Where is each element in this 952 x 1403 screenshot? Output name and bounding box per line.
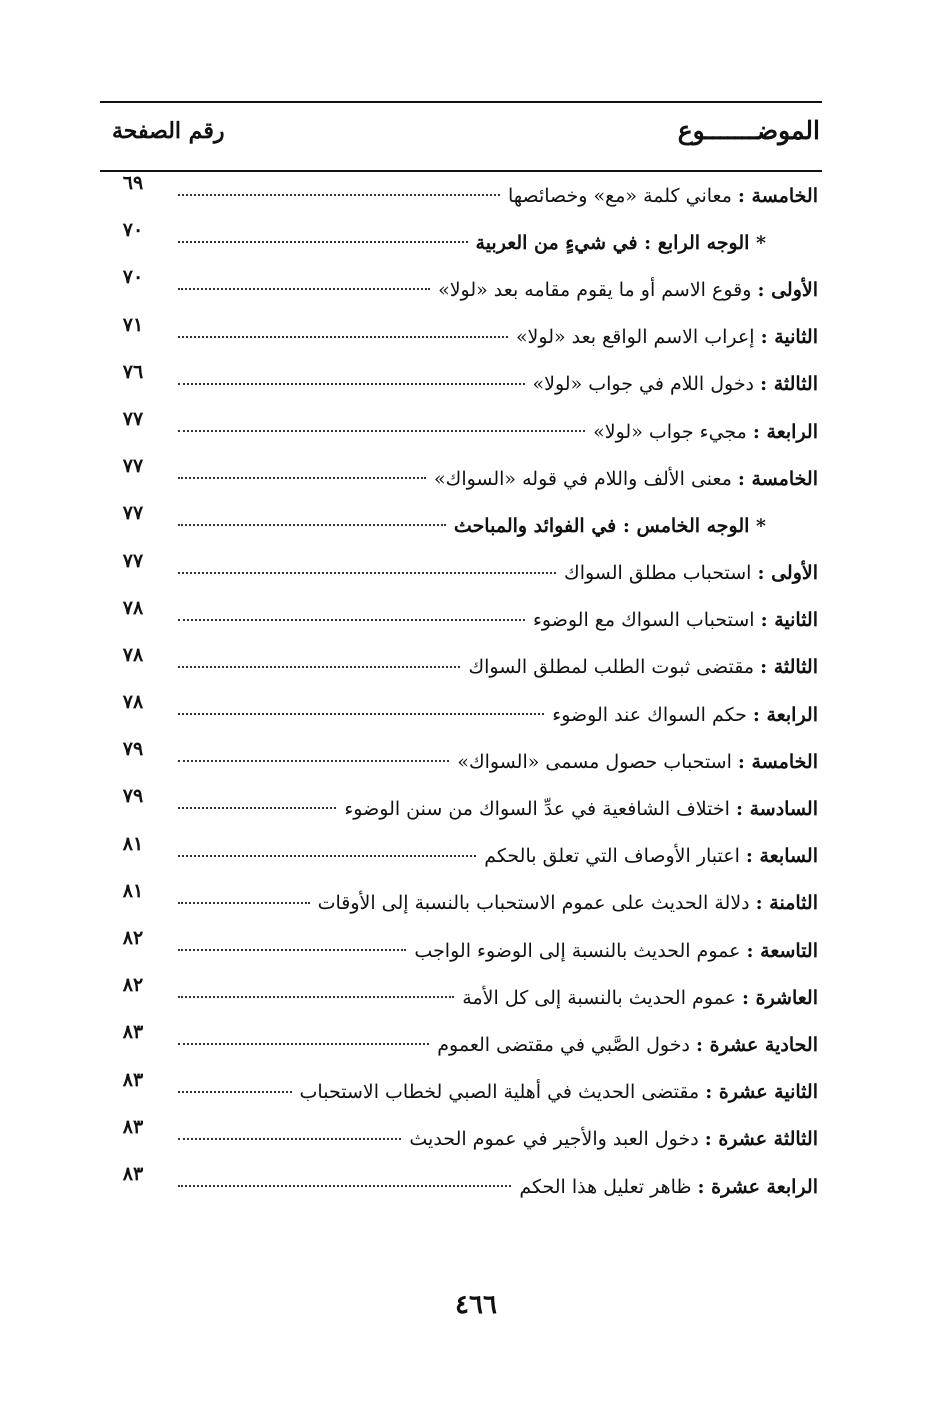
toc-entry-text: في شيءٍ من العربية bbox=[475, 231, 645, 254]
toc-entry-ordinal: الرابعة : bbox=[752, 703, 818, 726]
dot-leader bbox=[178, 361, 525, 385]
topic-column-heading: الموضـــــــوع bbox=[677, 116, 820, 145]
toc-entry-title bbox=[484, 845, 822, 867]
toc-entry bbox=[100, 880, 822, 927]
toc-entry-text: اختلاف الشافعية في عدِّ السواك من سنن الوضوء bbox=[344, 798, 736, 821]
toc-entry-title bbox=[344, 798, 822, 820]
toc-entry-text: استحباب حصول مسمى «السواك» bbox=[457, 750, 738, 773]
toc-entry-text: عموم الحديث بالنسبة إلى الوضوء الواجب bbox=[414, 939, 747, 962]
dot-leader bbox=[178, 266, 430, 290]
toc-page-number: ٧١ bbox=[122, 313, 144, 336]
toc-entry bbox=[100, 974, 822, 1021]
toc-entry-title bbox=[462, 987, 822, 1009]
toc-entry-title bbox=[508, 185, 822, 207]
dot-leader bbox=[178, 1021, 429, 1045]
toc-entry-title bbox=[533, 373, 822, 395]
toc-entry bbox=[100, 314, 822, 361]
dot-leader bbox=[178, 502, 446, 526]
toc-page-number: ٨٣ bbox=[122, 1162, 144, 1185]
toc-entry-title bbox=[438, 279, 822, 301]
toc-entry bbox=[100, 597, 822, 644]
toc-entry-text: استحباب السواك مع الوضوء bbox=[532, 609, 761, 632]
toc-entry-title bbox=[476, 232, 822, 254]
toc-page-number: ٧٨ bbox=[122, 643, 144, 666]
toc-page-number: ٧٧ bbox=[122, 502, 144, 525]
toc-entry-ordinal: الأولى : bbox=[757, 562, 818, 585]
toc-entry-ordinal: الخامسة : bbox=[737, 467, 818, 490]
toc-page-number: ٧٨ bbox=[122, 691, 144, 714]
dot-leader bbox=[178, 880, 310, 904]
dot-leader bbox=[178, 314, 508, 338]
dot-leader bbox=[178, 219, 468, 243]
toc-entry-title bbox=[300, 1081, 822, 1103]
dot-leader bbox=[178, 833, 476, 857]
dot-leader bbox=[178, 172, 500, 196]
toc-entry bbox=[100, 455, 822, 502]
toc-entry bbox=[100, 691, 822, 738]
dot-leader bbox=[178, 1116, 401, 1140]
toc-page-number: ٧٨ bbox=[122, 596, 144, 619]
toc-entry-text: ظاهر تعليل هذا الحكم bbox=[519, 1175, 698, 1198]
toc-entry-title bbox=[437, 1034, 822, 1056]
toc-page-number: ٨٢ bbox=[122, 927, 144, 949]
dot-leader bbox=[178, 927, 406, 951]
toc-section-heading bbox=[100, 502, 822, 549]
toc-page-number: ٧٦ bbox=[122, 360, 144, 383]
dot-leader bbox=[178, 738, 449, 762]
toc-page-number: ٧٩ bbox=[122, 738, 144, 761]
toc-entry bbox=[100, 550, 822, 597]
toc-entry bbox=[100, 1021, 822, 1068]
toc-entry-title bbox=[318, 892, 822, 914]
toc-page-number: ٨٣ bbox=[122, 1068, 144, 1091]
toc-section-heading bbox=[100, 219, 822, 266]
toc-entry-title bbox=[516, 326, 822, 348]
toc-entry-text: استحباب مطلق السواك bbox=[564, 562, 758, 585]
dot-leader bbox=[178, 597, 525, 621]
toc-entry-text: عموم الحديث بالنسبة إلى كل الأمة bbox=[462, 986, 742, 1009]
toc-entry-text: دخول العبد والأجير في عموم الحديث bbox=[409, 1128, 705, 1151]
toc-entry-title bbox=[454, 515, 822, 537]
dot-leader bbox=[178, 1069, 292, 1093]
toc-entry-ordinal: الثامنة : bbox=[755, 892, 818, 915]
toc-entry-ordinal: السابعة : bbox=[745, 845, 818, 868]
toc-entry bbox=[100, 833, 822, 880]
dot-leader bbox=[178, 691, 544, 715]
toc-entry-text: مقتضى الحديث في أهلية الصبي لخطاب الاستحباب bbox=[299, 1081, 706, 1104]
toc-entry-title bbox=[533, 609, 822, 631]
toc-entry-title bbox=[468, 656, 822, 678]
toc-entry bbox=[100, 785, 822, 832]
page-number-column-heading: رقم الصفحة bbox=[112, 118, 225, 144]
toc-entry-ordinal: الخامسة : bbox=[737, 750, 818, 773]
toc-page-number: ٧٠ bbox=[122, 266, 144, 289]
toc-entry-title bbox=[457, 751, 822, 773]
toc-header bbox=[100, 112, 822, 160]
page-folio-number: ٤٦٦ bbox=[455, 1290, 497, 1320]
toc-entry-text: مقتضى ثبوت الطلب لمطلق السواك bbox=[468, 656, 761, 679]
dot-leader bbox=[178, 644, 460, 668]
dot-leader bbox=[178, 1163, 511, 1187]
toc-page-number: ٨١ bbox=[122, 832, 144, 855]
toc-entry-ordinal: * الوجه الخامس : bbox=[622, 514, 766, 537]
toc-entry-title bbox=[593, 421, 822, 443]
toc-page-number: ٧٧ bbox=[122, 407, 144, 430]
toc-entry-text: معنى الألف واللام في قوله «السواك» bbox=[434, 467, 738, 490]
toc-entry-ordinal: * الوجه الرابع : bbox=[644, 231, 766, 254]
toc-entry-ordinal: التاسعة : bbox=[746, 939, 818, 962]
toc-entry-text: اعتبار الأوصاف التي تعلق بالحكم bbox=[484, 845, 746, 868]
table-of-contents bbox=[100, 172, 822, 1210]
toc-entry bbox=[100, 738, 822, 785]
dot-leader bbox=[178, 455, 426, 479]
toc-page-number: ٨٣ bbox=[122, 1115, 144, 1138]
toc-entry-title bbox=[414, 940, 822, 962]
toc-entry bbox=[100, 927, 822, 974]
toc-entry bbox=[100, 1069, 822, 1116]
toc-entry-ordinal: الخامسة : bbox=[737, 184, 818, 207]
toc-entry-text: وقوع الاسم أو ما يقوم مقامه بعد «لولا» bbox=[438, 278, 758, 301]
toc-page-number: ٧٠ bbox=[122, 219, 144, 242]
toc-page-number: ٧٧ bbox=[122, 455, 144, 478]
toc-entry-ordinal: الثانية : bbox=[760, 326, 818, 349]
toc-entry-text: في الفوائد والمباحث bbox=[453, 514, 623, 537]
toc-entry-text: دخول اللام في جواب «لولا» bbox=[532, 373, 761, 396]
toc-page-number: ٨٣ bbox=[122, 1021, 144, 1044]
toc-entry-text: إعراب الاسم الواقع بعد «لولا» bbox=[515, 326, 761, 349]
toc-entry-ordinal: الرابعة عشرة : bbox=[697, 1175, 818, 1198]
toc-entry-title bbox=[564, 562, 822, 584]
toc-entry-ordinal: العاشرة : bbox=[741, 986, 818, 1009]
toc-entry-ordinal: السادسة : bbox=[735, 798, 818, 821]
toc-entry-ordinal: الثالثة عشرة : bbox=[704, 1128, 818, 1151]
toc-entry-ordinal: الأولى : bbox=[757, 278, 818, 301]
toc-entry bbox=[100, 1116, 822, 1163]
toc-entry-text: معاني كلمة «مع» وخصائصها bbox=[507, 184, 738, 207]
toc-entry-title bbox=[409, 1128, 822, 1150]
toc-entry-ordinal: الحادية عشرة : bbox=[695, 1033, 818, 1056]
toc-entry-text: مجيء جواب «لولا» bbox=[593, 420, 753, 443]
toc-entry-ordinal: الرابعة : bbox=[752, 420, 818, 443]
toc-page-number: ٦٩ bbox=[122, 172, 144, 194]
toc-entry-ordinal: الثانية : bbox=[760, 609, 818, 632]
toc-entry-title bbox=[519, 1176, 822, 1198]
toc-entry-title bbox=[552, 704, 822, 726]
toc-entry-text: حكم السواك عند الوضوء bbox=[552, 703, 753, 726]
toc-entry-ordinal: الثالثة : bbox=[760, 373, 818, 396]
toc-page-number: ٧٧ bbox=[122, 549, 144, 572]
dot-leader bbox=[178, 408, 585, 432]
dot-leader bbox=[178, 974, 454, 998]
toc-entry bbox=[100, 1163, 822, 1210]
dot-leader bbox=[178, 785, 336, 809]
toc-entry bbox=[100, 172, 822, 219]
toc-page-number: ٧٩ bbox=[122, 785, 144, 808]
toc-entry-text: دلالة الحديث على عموم الاستحباب بالنسبة إلى الأوقات bbox=[317, 892, 756, 915]
toc-entry bbox=[100, 361, 822, 408]
toc-page-number: ٨٢ bbox=[122, 974, 144, 997]
toc-entry-text: دخول الصَّبي في مقتضى العموم bbox=[437, 1033, 696, 1056]
toc-entry-ordinal: الثالثة : bbox=[760, 656, 818, 679]
toc-entry-ordinal: الثانية عشرة : bbox=[705, 1081, 818, 1104]
toc-entry bbox=[100, 644, 822, 691]
dot-leader bbox=[178, 550, 556, 574]
toc-entry-title bbox=[434, 468, 822, 490]
toc-entry bbox=[100, 266, 822, 313]
top-rule bbox=[100, 101, 822, 103]
toc-entry bbox=[100, 408, 822, 455]
toc-page-number: ٨١ bbox=[122, 879, 144, 902]
